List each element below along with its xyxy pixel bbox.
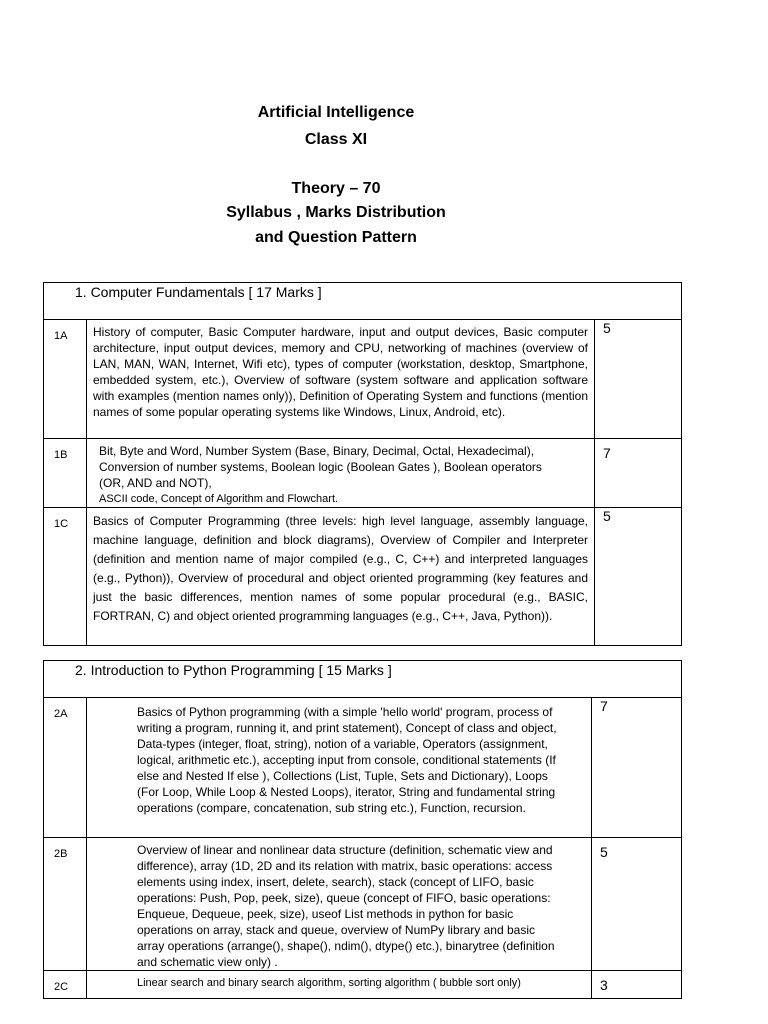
section-table-python-programming [43, 660, 682, 999]
topic-code: 2B [44, 838, 87, 971]
section-heading [44, 661, 682, 698]
section-table-computer-fundamentals [43, 282, 682, 646]
topic-description: History of computer, Basic Computer hardware, input and output devices, Basic computer architecture, input output devices, memory and CPU, networking of machines (overview of LAN, MAN, WAN, Internet, Wifi etc), types of computer (workstation, desktop, Smartphone, embedded system, etc.), Overview of software (system software and application software with examples (mention names only)), Definition of Operating System and functions (mention names of some popular operating systems like Windows, Linux, Android, etc). [87, 320, 595, 439]
topic-marks: 5 [595, 508, 682, 646]
topic-description: Linear search and binary search algorithm, sorting algorithm ( bubble sort only) [87, 971, 592, 999]
table-row [44, 508, 682, 646]
topic-description: Overview of linear and nonlinear data structure (definition, schematic view and difference), array (1D, 2D and its relation with matrix, basic operations: access elements using index, insert, delete, search), stack (concept of LIFO, basic operations: Push, Pop, peek, size), queue (concept of FIFO, basic operations: Enqueue, Dequeue, peek, size), useof List methods in python for basic operations on array, stack and queue, overview of NumPy library and basic array operations (arrange(), shape(), ndim(), dtype() etc.), binarytree (definition and schematic view only) . [87, 838, 592, 971]
topic-marks: 3 [592, 971, 682, 999]
document-subject: Artificial Intelligence [257, 104, 415, 121]
topic-code: 1A [44, 320, 87, 439]
syllabus-heading-line1: Syllabus , Marks Distribution [226, 204, 446, 221]
topic-description: Basics of Computer Programming (three levels: high level language, assembly language, machine language, definition and block diagrams), Overview of Compiler and Interpreter (definition and mention name of major compiled (e.g., C, C++) and interpreted languages (e.g., Python)), Overview of procedural and object oriented programming (key features and just the basic differences, mention names of some popular procedural (e.g., BASIC, FORTRAN, C) and object oriented programming languages (e.g., C++, Java, Python)). [87, 508, 595, 646]
document-class: Class XI [304, 131, 368, 148]
table-row [44, 838, 682, 971]
topic-code: 1C [44, 508, 87, 646]
section-title: 2. Introduction to Python Programming [ 15 Marks ] [75, 662, 392, 678]
table-row [44, 698, 682, 838]
topic-marks: 5 [592, 838, 682, 971]
topic-description: Basics of Python programming (with a simple 'hello world' program, process of writing a program, running it, and print statement), Concept of class and object, Data-types (integer, float, string), notion of a variable, Operators (assignment, logical, arithmetic etc.), accepting input from console, conditional statements (If else and Nested If else ), Collections (List, Tuple, Sets and Dictionary), Loops (For Loop, While Loop & Nested Loops), iterator, String and fundamental string operations (compare, concatenation, sub string etc.), Function, recursion. [87, 698, 592, 838]
topic-description-text-2: ASCII code, Concept of Algorithm and Flowchart. [99, 493, 339, 505]
topic-marks: 5 [595, 320, 682, 439]
topic-marks: 7 [595, 439, 682, 508]
table-row [44, 439, 682, 508]
topic-code: 2A [44, 698, 87, 838]
topic-description [87, 439, 595, 508]
topic-description-text: Bit, Byte and Word, Number System (Base, Binary, Decimal, Octal, Hexadecimal), Conversion of number systems, Boolean logic (Boolean Gates ), Boolean operators (OR, AND and NOT), [99, 444, 542, 490]
theory-marks: Theory – 70 [291, 180, 381, 197]
section-heading [44, 283, 682, 320]
topic-marks: 7 [592, 698, 682, 838]
table-row [44, 971, 682, 999]
table-row [44, 320, 682, 439]
section-title: 1. Computer Fundamentals [ 17 Marks ] [75, 284, 322, 300]
topic-code: 1B [44, 439, 87, 508]
syllabus-heading-line2: and Question Pattern [255, 229, 417, 246]
topic-code: 2C [44, 971, 87, 999]
